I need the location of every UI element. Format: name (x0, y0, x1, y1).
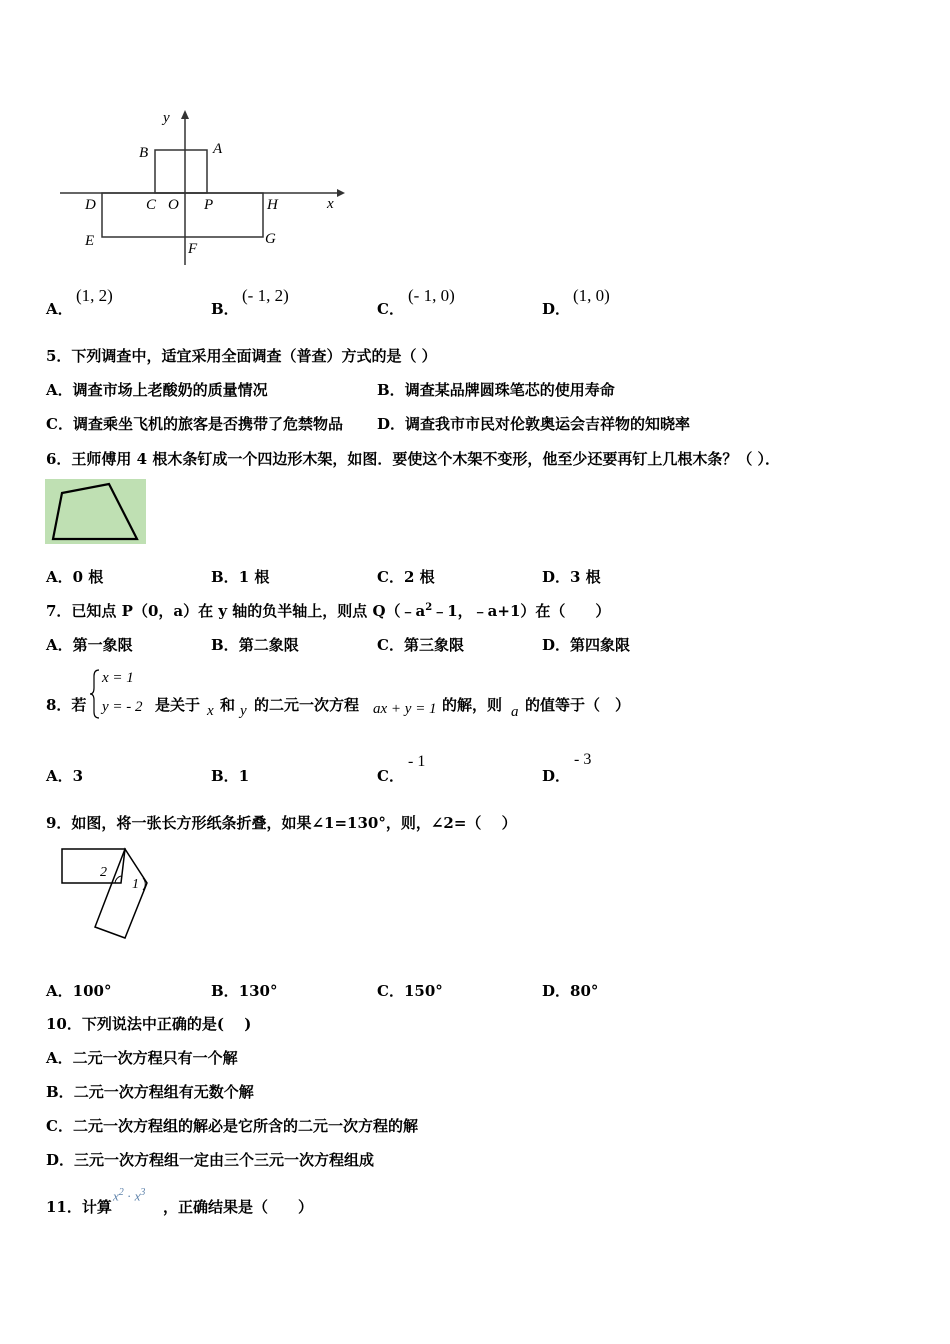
q7-stem-b: ﹣1，﹣a+1）在（ ） (432, 602, 611, 620)
q10-option-d-letter: D． (46, 1151, 75, 1169)
q4-option-a-letter: A． (46, 300, 73, 318)
q9-option-d-letter: D． (542, 982, 571, 1000)
q6-option-b-text: 1 根 (238, 568, 270, 586)
q7-stem-a: 7．已知点 P（0，a）在 y 轴的负半轴上，则点 Q（﹣a (46, 602, 426, 620)
q7-option-c-letter: C． (377, 636, 404, 654)
q9-option-b (211, 980, 278, 1001)
q5-option-c-text: 调查乘坐飞机的旅客是否携带了危禁物品 (72, 415, 343, 433)
q9-option-a-letter: A． (46, 982, 73, 1000)
q10-option-d (46, 1149, 374, 1170)
q8-text-4: 的解，则 (442, 696, 503, 714)
label-E: E (85, 233, 95, 249)
q10-option-c-text: 二元一次方程组的解必是它所含的二元一次方程的解 (72, 1117, 418, 1135)
q4-option-a-value: (1, 2) (76, 286, 113, 305)
q4-option-d-value: (1, 0) (573, 286, 610, 305)
angle-2-label: 2 (100, 865, 107, 880)
q10-option-a-letter: A． (46, 1049, 73, 1067)
q10-option-c-letter: C． (46, 1117, 73, 1135)
q11-exp-1: 2 (118, 1187, 124, 1198)
q8-equation: ax + y = 1 (373, 701, 437, 717)
q7-option-a-text: 第一象限 (72, 636, 133, 654)
q5-stem: 5．下列调查中，适宜采用全面调查（普查）方式的是（ ） (46, 347, 437, 365)
q5-option-d-letter: D． (377, 415, 406, 433)
q8-option-c-letter: C． (377, 767, 404, 785)
q6-option-d-letter: D． (542, 568, 571, 586)
q4-option-b-letter: B． (211, 300, 239, 318)
q10-option-a (46, 1047, 238, 1068)
q8-option-c-text: - 1 (408, 753, 426, 770)
q7-option-d-text: 第四象限 (570, 636, 631, 654)
q7-option-d (542, 634, 630, 655)
q10-stem: 10．下列说法中正确的是( ) (46, 1015, 252, 1033)
q8-option-a-letter: A． (46, 767, 73, 785)
q11-tail: ，正确结果是（ ） (163, 1198, 314, 1216)
q4-option-c-value: (- 1, 0) (408, 286, 455, 305)
q6-option-c-letter: C． (377, 568, 404, 586)
q9-option-c-text: 150° (403, 982, 443, 1000)
q10-option-b (46, 1081, 254, 1102)
q7-stem-sup: 2 (425, 602, 433, 613)
q9-option-b-text: 130° (238, 982, 278, 1000)
q7-option-d-letter: D． (542, 636, 571, 654)
q5-option-d-text: 调查我市市民对伦敦奥运会吉祥物的知晓率 (405, 415, 691, 433)
q7-option-c (377, 634, 464, 655)
label-F: F (188, 241, 198, 257)
q6-option-b-letter: B． (211, 568, 239, 586)
q9-option-a-text: 100° (72, 982, 112, 1000)
q8-option-a-text: 3 (72, 767, 84, 785)
q11-lead: 11．计算 (46, 1198, 112, 1216)
q6-stem: 6．王师傅用 4 根木条钉成一个四边形木架，如图．要使这个木架不变形，他至少还要再钉上几根木条？（ ）． (46, 450, 781, 468)
q10-option-c (46, 1115, 418, 1136)
q6-option-a-letter: A． (46, 568, 73, 586)
label-C: C (146, 197, 157, 213)
label-D: D (85, 197, 96, 213)
q7-option-b-letter: B． (211, 636, 239, 654)
q6-option-d (542, 566, 601, 587)
q8-text-3: 的二元一次方程 (254, 696, 360, 714)
q7-option-b (211, 634, 299, 655)
q9-option-b-letter: B． (211, 982, 239, 1000)
system-brace (88, 668, 102, 720)
q5-option-c-letter: C． (46, 415, 73, 433)
q9-option-d-text: 80° (570, 982, 599, 1000)
q8-option-d-text: - 3 (574, 751, 592, 768)
q5-option-c (46, 413, 343, 434)
q5-option-a (46, 379, 268, 400)
label-O: O (168, 197, 179, 213)
q8-number: 8．若 (46, 696, 87, 714)
q5-option-b-text: 调查某品牌圆珠笔芯的使用寿命 (404, 381, 615, 399)
q4-option-b-value: (- 1, 2) (242, 286, 289, 305)
label-x: x (327, 196, 334, 212)
q11-expression (113, 1187, 145, 1204)
q10-option-d-text: 三元一次方程组一定由三个三元一次方程组成 (74, 1151, 375, 1169)
q6-option-c (377, 566, 435, 587)
label-P: P (204, 197, 214, 213)
q4-option-d-letter: D． (542, 300, 571, 318)
q5-option-a-text: 调查市场上老酸奶的质量情况 (72, 381, 268, 399)
folded-strip-figure (55, 840, 165, 945)
q10-option-a-text: 二元一次方程只有一个解 (72, 1049, 238, 1067)
q8-option-a (46, 765, 83, 786)
q7-option-a-letter: A． (46, 636, 73, 654)
q5-option-d (377, 413, 690, 434)
q9-stem: 9．如图，将一张长方形纸条折叠，如果∠1=130°，则，∠2=（ ） (46, 814, 517, 832)
label-y: y (163, 110, 170, 126)
q5-option-b (377, 379, 615, 400)
q4-option-c-letter: C． (377, 300, 404, 318)
q7-option-b-text: 第二象限 (238, 636, 299, 654)
label-H: H (267, 197, 278, 213)
q8-option-b-text: 1 (238, 767, 250, 785)
q6-option-d-text: 3 根 (570, 568, 601, 586)
q9-option-a (46, 980, 111, 1001)
q10-option-b-text: 二元一次方程组有无数个解 (73, 1083, 254, 1101)
q9-option-c (377, 980, 443, 1001)
q8-eq2: y = - 2 (102, 699, 143, 715)
q7-option-c-text: 第三象限 (403, 636, 464, 654)
label-B: B (139, 145, 149, 161)
q8-option-d-letter: D． (542, 767, 571, 785)
q8-text-2: 和 (220, 696, 236, 714)
q6-option-c-text: 2 根 (403, 568, 435, 586)
q6-option-a (46, 566, 103, 587)
q11-dot: · (127, 1188, 132, 1204)
q8-var-a: a (511, 704, 519, 720)
coordinate-figure (55, 105, 355, 270)
q7-option-a (46, 634, 133, 655)
q8-option-b (211, 765, 249, 786)
quadrilateral-figure (45, 479, 146, 544)
label-A: A (213, 141, 223, 157)
q11-base-1: x (113, 1188, 119, 1204)
angle-1-label: 1 (132, 877, 139, 892)
q11-exp-2: 3 (140, 1187, 146, 1198)
q8-eq1: x = 1 (102, 670, 134, 686)
q9-option-c-letter: C． (377, 982, 404, 1000)
q8-var-y: y (240, 703, 247, 719)
q8-option-b-letter: B． (211, 767, 239, 785)
q5-option-b-letter: B． (377, 381, 405, 399)
q9-option-d (542, 980, 598, 1001)
q10-option-b-letter: B． (46, 1083, 74, 1101)
q6-option-b (211, 566, 269, 587)
q11-base-2: x (134, 1188, 141, 1204)
q8-var-x: x (207, 703, 214, 719)
q5-option-a-letter: A． (46, 381, 73, 399)
label-G: G (265, 231, 276, 247)
q6-option-a-text: 0 根 (72, 568, 104, 586)
q8-text-5: 的值等于（ ） (525, 696, 631, 714)
q8-text-1: 是关于 (155, 696, 201, 714)
q7-stem (46, 600, 610, 621)
